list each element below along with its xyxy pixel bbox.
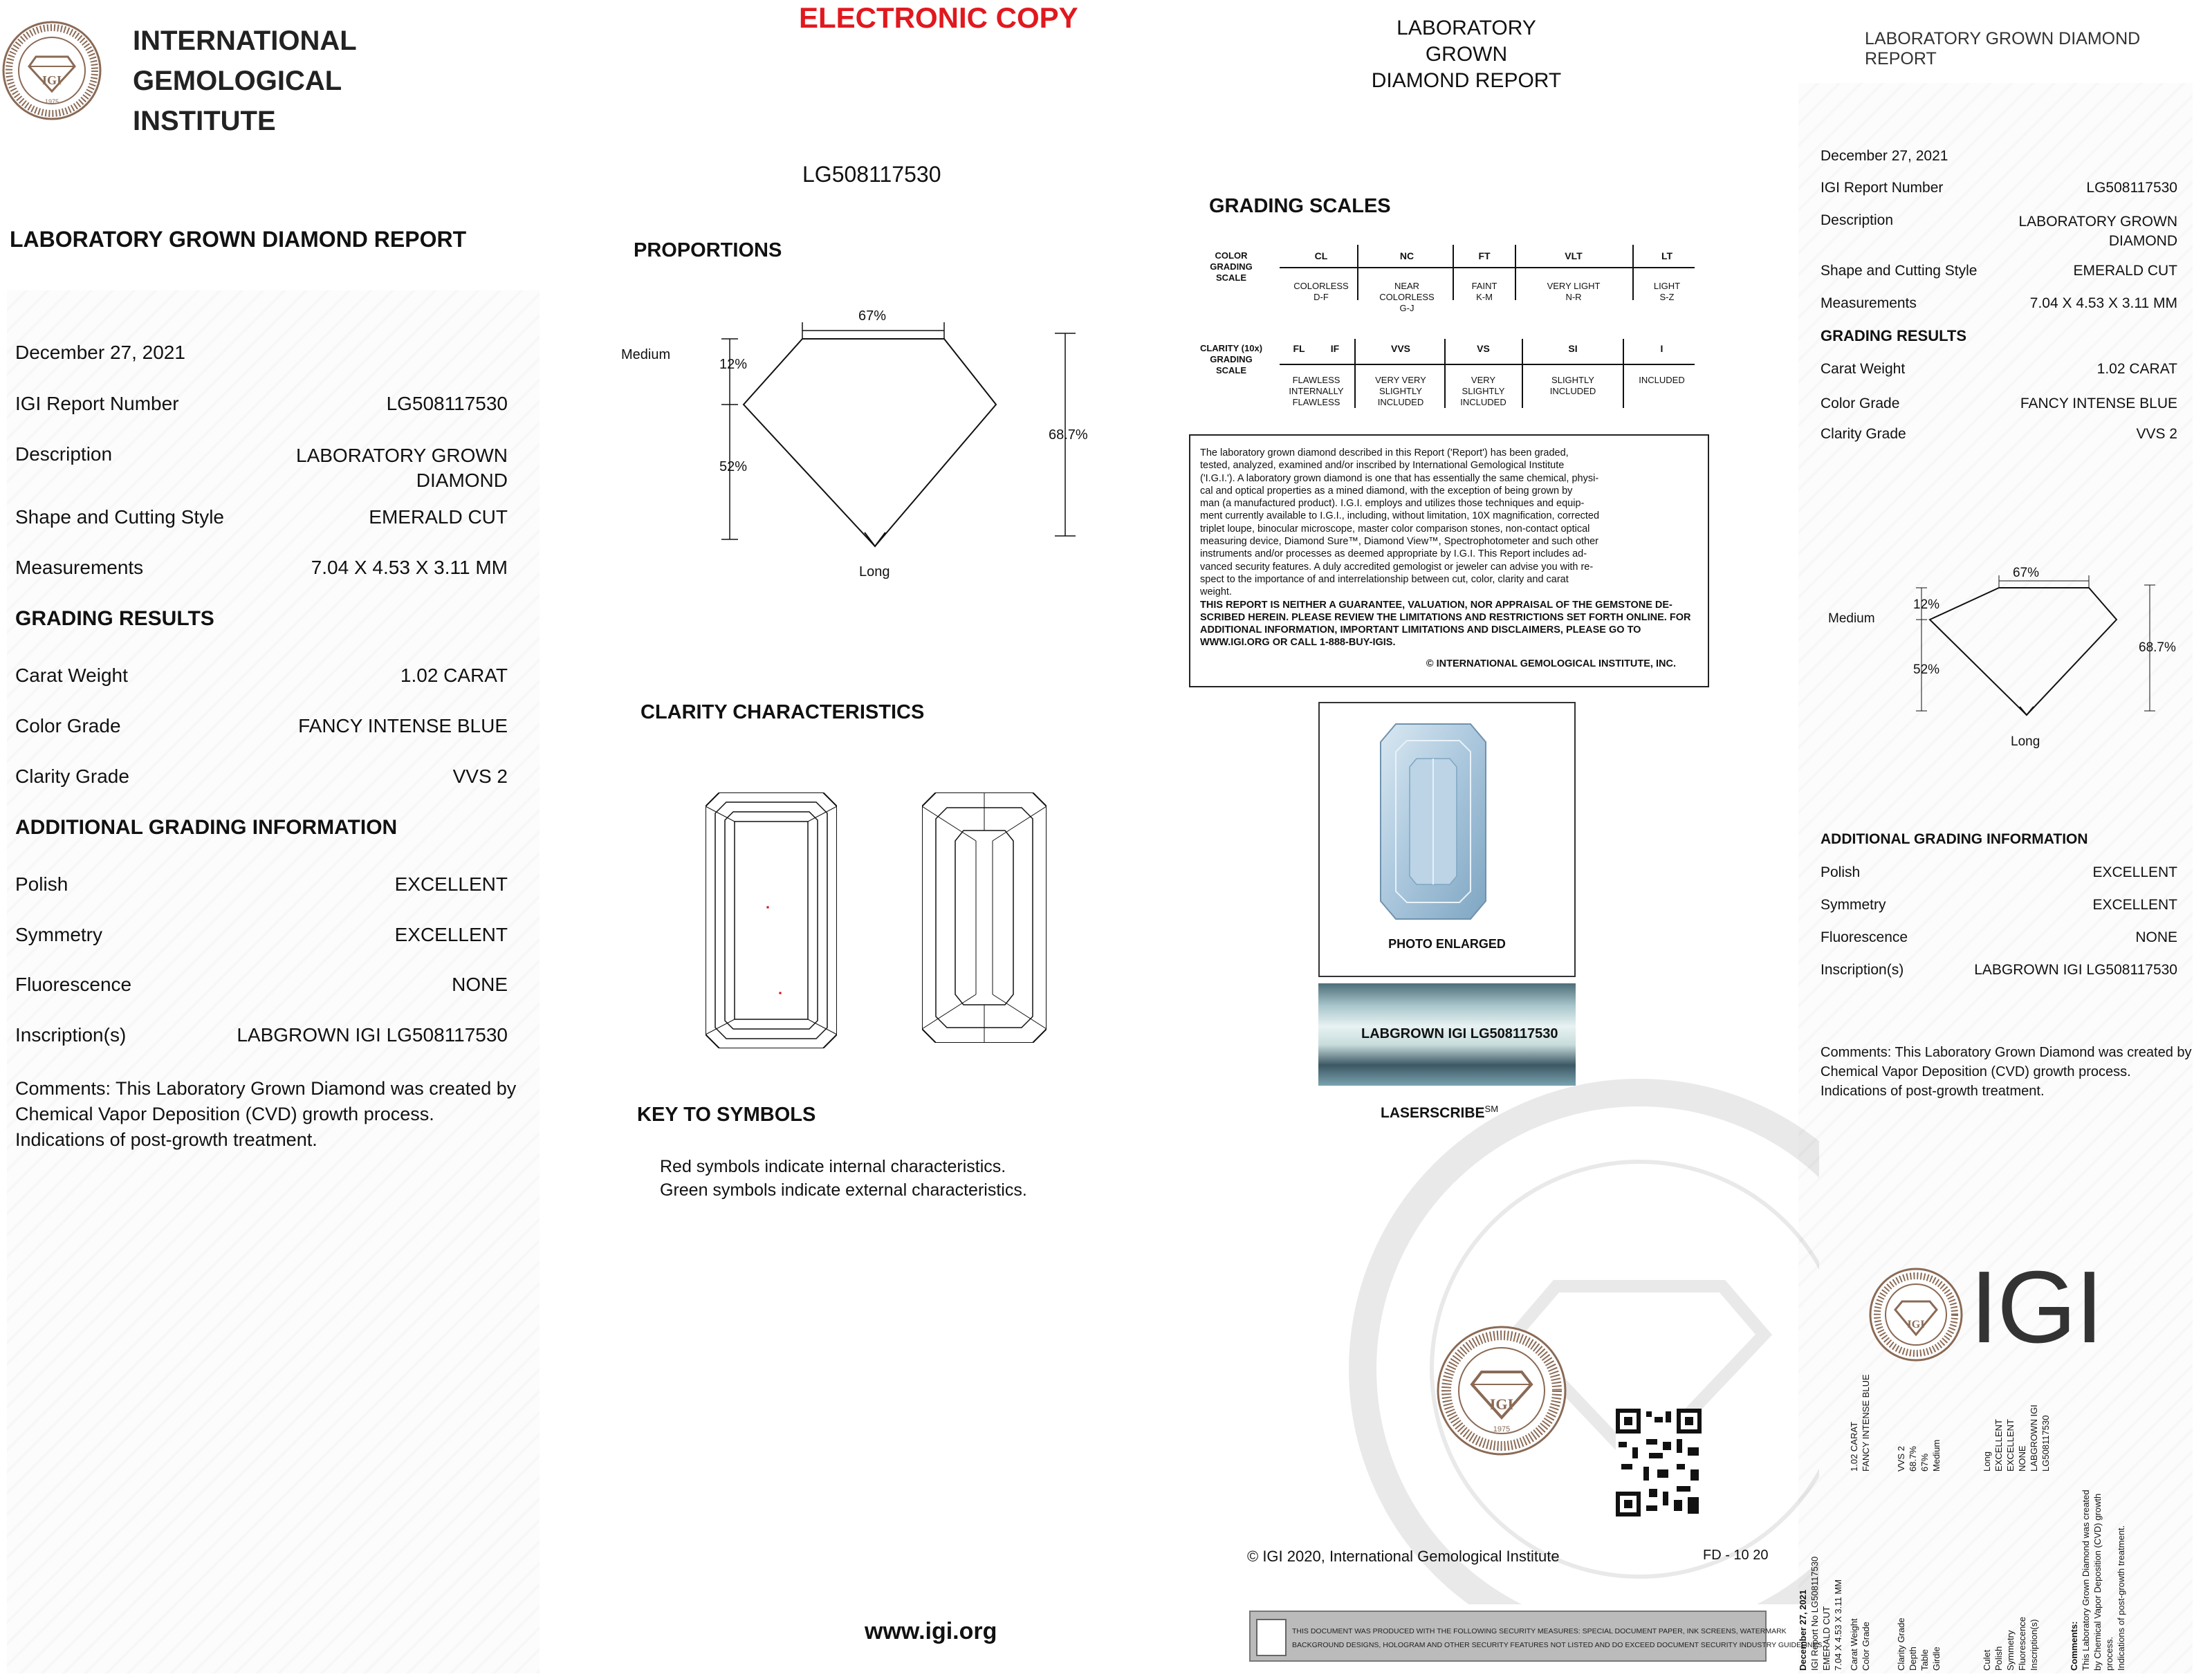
row-label: Clarity Grade bbox=[1821, 426, 1906, 442]
scale-divider bbox=[1453, 245, 1454, 300]
line: VERY bbox=[1471, 375, 1496, 385]
clarity-top-vvs: VVS bbox=[1390, 343, 1410, 354]
qr-code[interactable] bbox=[1616, 1408, 1702, 1517]
disclaimer-line: man (a manufactured product). I.G.I. employs and utilizes those techniques and equip- bbox=[1200, 498, 1585, 510]
laserscribe-word: LASERSCRIBE bbox=[1381, 1105, 1485, 1121]
center-title-line-1: LABORATORY GROWN bbox=[1397, 17, 1536, 66]
disclaimer-line: tested, analyzed, examined and/or inscribed by International Gemological Institute bbox=[1200, 460, 1565, 472]
grading-scales-heading: GRADING SCALES bbox=[1209, 195, 1391, 217]
row-value: 7.04 X 4.53 X 3.11 MM bbox=[2029, 295, 2177, 311]
table-pct-label: 67% bbox=[858, 308, 887, 324]
right-proportions-diagram bbox=[1888, 564, 2165, 730]
row-value: VVS 2 bbox=[2136, 426, 2177, 442]
color-top-cl: CL bbox=[1314, 250, 1328, 261]
stub-line: This Laboratory Grown Diamond was created bbox=[2081, 1490, 2091, 1671]
value-line-1: LABORATORY GROWN bbox=[296, 445, 508, 466]
disclaimer-bold bbox=[1200, 599, 1698, 649]
row-value: EXCELLENT bbox=[2092, 897, 2177, 913]
line: INCLUDED bbox=[1377, 397, 1424, 407]
line: INCLUDED bbox=[1460, 397, 1506, 407]
security-icon bbox=[1256, 1619, 1287, 1656]
pavilion-pct-label: 52% bbox=[719, 459, 748, 474]
disclaimer-box bbox=[1189, 434, 1709, 687]
line: SLIGHTLY bbox=[1379, 386, 1422, 396]
row-value: EMERALD CUT bbox=[2073, 263, 2177, 279]
electronic-copy-label: ELECTRONIC COPY bbox=[799, 1, 1078, 34]
disclaimer-line: spect to the importance of and interrelationship between cut, color, clarity and carat bbox=[1200, 573, 1569, 585]
laser-inscription-text: LABGROWN IGI LG508117530 bbox=[1361, 1026, 1558, 1041]
comment-line-2: Chemical Vapor Deposition (CVD) growth process. bbox=[1821, 1064, 2131, 1079]
color-top-vlt: VLT bbox=[1565, 250, 1583, 261]
row-value: LG508117530 bbox=[2086, 180, 2177, 196]
disclaimer-line: triplet loupe, binocular microscope, master color comparison stones, non-contact optical bbox=[1200, 523, 1590, 535]
row-value bbox=[2019, 212, 2178, 251]
key-heading: KEY TO SYMBOLS bbox=[637, 1104, 816, 1126]
clarity-scale-label bbox=[1190, 343, 1273, 376]
row-label: Measurements bbox=[15, 557, 144, 578]
security-line: BACKGROUND DESIGNS, HOLOGRAM AND OTHER SECURITY FEATURES NOT LISTED AND DO EXCEED DOCUMENT SECURITY INDUSTRY GUIDELINES. bbox=[1292, 1641, 1825, 1649]
row-label: Fluorescence bbox=[15, 974, 132, 995]
diamond-photo-frame bbox=[1318, 702, 1576, 977]
left-additional-heading: ADDITIONAL GRADING INFORMATION bbox=[15, 816, 398, 839]
value-line-1: LABORATORY GROWN bbox=[2018, 214, 2177, 230]
row-value: 1.02 CARAT bbox=[2096, 361, 2177, 377]
disclaimer-line: ('I.G.I.'). A laboratory grown diamond is one that has essentially the same chemical, physi- bbox=[1200, 472, 1599, 484]
line: NEAR bbox=[1394, 281, 1420, 291]
clarity-top-vs: VS bbox=[1477, 343, 1490, 354]
label-line: SCALE bbox=[1215, 272, 1247, 283]
stub-col2-values bbox=[1848, 1374, 1872, 1472]
disclaimer-line: weight. bbox=[1200, 586, 1232, 598]
right-grading-results-heading: GRADING RESULTS bbox=[1821, 327, 1967, 344]
row-value: 1.02 CARAT bbox=[400, 665, 508, 686]
scale-divider bbox=[1444, 339, 1446, 408]
diamond-photo bbox=[1320, 717, 1574, 925]
seal-year: 1975 bbox=[44, 98, 59, 105]
line: VERY LIGHT bbox=[1547, 281, 1601, 291]
scale-divider bbox=[1515, 245, 1516, 300]
right-pavilion-pct: 52% bbox=[1913, 662, 1940, 677]
igi-logo-seal bbox=[1868, 1263, 1964, 1366]
stub-line: IGI Report No LG508117530 bbox=[1809, 1556, 1820, 1671]
line: INCLUDED bbox=[1639, 375, 1685, 385]
row-value: NONE bbox=[452, 974, 508, 995]
stub-line: Clarity Grade bbox=[1896, 1617, 1906, 1671]
label-line: COLOR bbox=[1215, 250, 1248, 261]
stub-line: Table bbox=[1919, 1649, 1930, 1671]
label-line: GRADING bbox=[1210, 354, 1253, 364]
row-value: EXCELLENT bbox=[394, 924, 508, 945]
row-value: LABGROWN IGI LG508117530 bbox=[237, 1024, 508, 1046]
row-label: Carat Weight bbox=[15, 665, 128, 686]
form-code: FD - 10 20 bbox=[1703, 1548, 1769, 1563]
row-label: IGI Report Number bbox=[1821, 180, 1944, 196]
girdle-label: Medium bbox=[621, 347, 671, 362]
row-label: IGI Report Number bbox=[15, 393, 179, 414]
scale-rule bbox=[1280, 364, 1695, 365]
key-green: Green symbols indicate external characteristics. bbox=[660, 1180, 1027, 1200]
label-line: CLARITY (10x) bbox=[1199, 343, 1263, 353]
stub-col4-values bbox=[1981, 1404, 2052, 1472]
clarity-bottom-vvs bbox=[1359, 375, 1442, 408]
clarity-top-fl: FL bbox=[1293, 343, 1305, 354]
comment-line-1: Comments: This Laboratory Grown Diamond was created by bbox=[1821, 1045, 2192, 1060]
stub-line: Carat Weight bbox=[1849, 1618, 1859, 1671]
color-bottom-near bbox=[1363, 281, 1451, 314]
color-bottom-light bbox=[1636, 281, 1698, 303]
line: LIGHT bbox=[1653, 281, 1681, 291]
disclaimer-line: ment currently available to I.G.I., including, without limitation, 10X magnification, corrected bbox=[1200, 510, 1600, 522]
row-label: Polish bbox=[1821, 864, 1861, 880]
right-depth-pct: 68.7% bbox=[2139, 640, 2176, 655]
stub-line: December 27, 2021 bbox=[1798, 1589, 1808, 1671]
scale-divider bbox=[1357, 245, 1358, 300]
stub-line: 67% bbox=[1919, 1453, 1930, 1472]
color-scale bbox=[1190, 245, 1702, 314]
row-label: Inscription(s) bbox=[1821, 962, 1904, 978]
org-line-3: INSTITUTE bbox=[133, 106, 276, 136]
row-value: 7.04 X 4.53 X 3.11 MM bbox=[311, 557, 508, 578]
line: SLIGHTLY bbox=[1551, 375, 1594, 385]
stub-line: Culet bbox=[1982, 1649, 1992, 1671]
disclaimer-body bbox=[1200, 447, 1698, 599]
row-label: Description bbox=[1821, 212, 1894, 228]
proportions-heading: PROPORTIONS bbox=[634, 239, 782, 261]
disclaimer-line: The laboratory grown diamond described in this Report ('Report') has been graded, bbox=[1200, 447, 1569, 458]
stub-line: Medium bbox=[1931, 1439, 1942, 1472]
clarity-plot-crown bbox=[706, 792, 837, 1048]
row-label: Description bbox=[15, 443, 113, 465]
line: COLORLESS bbox=[1379, 292, 1435, 302]
depth-pct-label: 68.7% bbox=[1049, 427, 1088, 443]
stub-col1 bbox=[1797, 1557, 1844, 1671]
proportions-diagram bbox=[609, 297, 1107, 588]
scale-divider bbox=[1623, 339, 1624, 408]
line: COLORLESS bbox=[1293, 281, 1349, 291]
row-value bbox=[296, 443, 508, 493]
center-title bbox=[1356, 15, 1577, 94]
row-value: EMERALD CUT bbox=[369, 506, 508, 528]
stub-col3-labels bbox=[1895, 1617, 1942, 1671]
scale-divider bbox=[1632, 245, 1634, 300]
color-scale-label bbox=[1190, 250, 1273, 284]
color-top-ft: FT bbox=[1478, 250, 1491, 261]
row-label: Symmetry bbox=[1821, 897, 1886, 913]
website-link[interactable]: www.igi.org bbox=[865, 1618, 997, 1644]
row-label: Fluorescence bbox=[1821, 929, 1908, 945]
disclaimer-line: cal and optical properties as a mined diamond, with the exception of being grown by bbox=[1200, 485, 1573, 497]
right-culet: Long bbox=[2011, 734, 2040, 749]
seal-year: 1975 bbox=[1493, 1425, 1511, 1434]
right-crown-pct: 12% bbox=[1913, 597, 1940, 612]
right-girdle: Medium bbox=[1828, 611, 1875, 626]
seal-monogram: IGI bbox=[42, 73, 62, 87]
stub-line: NONE bbox=[2017, 1445, 2027, 1472]
line: VERY VERY bbox=[1375, 375, 1426, 385]
disclaimer-line: instruments and/or processes as deemed appropriate by I.G.I. This Report includes ad- bbox=[1200, 548, 1587, 560]
row-value: EXCELLENT bbox=[2092, 864, 2177, 880]
disclaimer-line: measuring device, Diamond Sure™, Diamond View™, Spectrophotometer and such other bbox=[1200, 536, 1598, 548]
color-bottom-colorless bbox=[1287, 281, 1356, 303]
org-line-2: GEMOLOGICAL bbox=[133, 66, 342, 96]
row-value: FANCY INTENSE BLUE bbox=[2020, 396, 2177, 411]
row-label: Polish bbox=[15, 873, 68, 895]
right-table-pct: 67% bbox=[2013, 566, 2040, 580]
key-lines bbox=[660, 1155, 1027, 1202]
culet-label: Long bbox=[859, 564, 890, 579]
row-value: LG508117530 bbox=[386, 393, 508, 414]
color-bottom-faint bbox=[1456, 281, 1513, 303]
row-value: LABGROWN IGI LG508117530 bbox=[1974, 962, 2177, 978]
footer-copyright: © IGI 2020, International Gemological Institute bbox=[1247, 1548, 1560, 1565]
row-label: Inscription(s) bbox=[15, 1024, 127, 1046]
scale-divider bbox=[1522, 339, 1523, 408]
igi-seal-bottom bbox=[1436, 1318, 1567, 1463]
line: K-M bbox=[1476, 292, 1493, 302]
stub-line: EXCELLENT bbox=[2005, 1419, 2016, 1472]
row-label: Color Grade bbox=[1821, 396, 1900, 411]
left-report-title: LABORATORY GROWN DIAMOND REPORT bbox=[10, 227, 467, 252]
disclaimer-bold-line: SCRIBED HEREIN. PLEASE REVIEW THE LIMITATIONS AND RESTRICTIONS SET FORTH ONLINE. FOR bbox=[1200, 611, 1691, 623]
row-label: Symmetry bbox=[15, 924, 102, 945]
clarity-bottom-fl bbox=[1280, 375, 1353, 408]
stub-line: FANCY INTENSE BLUE bbox=[1861, 1374, 1871, 1472]
clarity-bottom-i bbox=[1625, 375, 1698, 386]
label-line: SCALE bbox=[1215, 365, 1247, 375]
row-value: FANCY INTENSE BLUE bbox=[298, 715, 508, 736]
line: FAINT bbox=[1471, 281, 1497, 291]
comment-line-3: Indications of post-growth treatment. bbox=[15, 1129, 317, 1150]
report-number-top: LG508117530 bbox=[802, 162, 941, 187]
clarity-top-si: SI bbox=[1568, 343, 1578, 354]
stub-line: Fluorescence bbox=[2017, 1616, 2027, 1671]
disclaimer-bold-line: ADDITIONAL INFORMATION, IMPORTANT LIMITATIONS AND DISCLAIMERS, PLEASE GO TO bbox=[1200, 624, 1641, 636]
photo-caption: PHOTO ENLARGED bbox=[1388, 937, 1506, 951]
clarity-bottom-si bbox=[1525, 375, 1621, 397]
line: INCLUDED bbox=[1549, 386, 1596, 396]
row-label: Shape and Cutting Style bbox=[15, 506, 224, 528]
left-comments bbox=[15, 1076, 516, 1153]
stub-line: Symmetry bbox=[2005, 1630, 2016, 1671]
left-date: December 27, 2021 bbox=[15, 342, 185, 363]
center-title-line-2: DIAMOND REPORT bbox=[1371, 69, 1562, 92]
stub-line: LABGROWN IGI bbox=[2029, 1404, 2039, 1472]
org-name bbox=[133, 21, 357, 141]
right-date: December 27, 2021 bbox=[1821, 148, 1948, 164]
line: N-R bbox=[1565, 292, 1582, 302]
row-value: VVS 2 bbox=[452, 766, 508, 787]
stub-line: Depth bbox=[1908, 1646, 1918, 1671]
comment-line-1: Comments: This Laboratory Grown Diamond was created by bbox=[15, 1078, 517, 1099]
row-label: Shape and Cutting Style bbox=[1821, 263, 1978, 279]
right-comments bbox=[1821, 1043, 2192, 1101]
disclaimer-line: vanced security features. A duly accredited gemologist or jeweler can advise you with re- bbox=[1200, 561, 1594, 573]
left-grading-results-heading: GRADING RESULTS bbox=[15, 607, 214, 630]
line: INTERNALLY bbox=[1289, 386, 1344, 396]
stub-col4-labels bbox=[1981, 1617, 2040, 1671]
line: D-F bbox=[1314, 292, 1329, 302]
security-line: THIS DOCUMENT WAS PRODUCED WITH THE FOLLOWING SECURITY MEASURES: SPECIAL DOCUMENT PAPER, INK SCREENS, WATERMARK bbox=[1292, 1627, 1787, 1635]
row-value: NONE bbox=[2135, 929, 2177, 945]
stub-line: by Chemical Vapor Deposition (CVD) growth bbox=[2092, 1493, 2103, 1671]
stub-col3-values bbox=[1895, 1440, 1942, 1472]
value-line-2: DIAMOND bbox=[2108, 233, 2177, 249]
laserscribe-sup: SM bbox=[1484, 1104, 1499, 1114]
color-top-lt: LT bbox=[1661, 250, 1673, 261]
color-bottom-verylight bbox=[1518, 281, 1629, 303]
stub-line: VVS 2 bbox=[1896, 1446, 1906, 1472]
security-text bbox=[1292, 1624, 1824, 1652]
row-label: Measurements bbox=[1821, 295, 1917, 311]
row-label: Carat Weight bbox=[1821, 361, 1906, 377]
seal-monogram: IGI bbox=[1907, 1319, 1925, 1330]
stub-line: Color Grade bbox=[1861, 1622, 1871, 1671]
igi-seal-top-left bbox=[0, 7, 104, 131]
stub-line: Long bbox=[1982, 1451, 1992, 1472]
line: S-Z bbox=[1659, 292, 1675, 302]
stub-col2-labels bbox=[1848, 1618, 1872, 1671]
clarity-scale bbox=[1190, 339, 1702, 415]
key-red: Red symbols indicate internal characteristics. bbox=[660, 1157, 1006, 1176]
line: FLAWLESS bbox=[1292, 375, 1340, 385]
stub-line: EMERALD CUT bbox=[1821, 1606, 1832, 1671]
label-line: GRADING bbox=[1210, 261, 1253, 272]
comment-line-2: Chemical Vapor Deposition (CVD) growth process. bbox=[15, 1104, 434, 1124]
row-label: Color Grade bbox=[15, 715, 121, 736]
disclaimer-copyright: © INTERNATIONAL GEMOLOGICAL INSTITUTE, INC. bbox=[1426, 658, 1676, 669]
line: SLIGHTLY bbox=[1462, 386, 1505, 396]
crown-pct-label: 12% bbox=[719, 357, 748, 372]
stub-line: LG508117530 bbox=[2040, 1415, 2051, 1472]
clarity-top-i: I bbox=[1660, 343, 1663, 354]
right-additional-heading: ADDITIONAL GRADING INFORMATION bbox=[1821, 831, 2088, 847]
clarity-heading: CLARITY CHARACTERISTICS bbox=[640, 701, 925, 723]
comment-line-3: Indications of post-growth treatment. bbox=[1821, 1084, 2045, 1099]
stub-line: Indications of post-growth treatment. bbox=[2116, 1525, 2126, 1671]
stub-line: 7.04 X 4.53 X 3.11 MM bbox=[1833, 1579, 1843, 1671]
clarity-top-if: IF bbox=[1330, 343, 1340, 354]
stub-line: EXCELLENT bbox=[1993, 1419, 2004, 1472]
row-label: Clarity Grade bbox=[15, 766, 129, 787]
line: G-J bbox=[1399, 303, 1414, 313]
stub-line: process. bbox=[2104, 1636, 2114, 1671]
clarity-bottom-vs bbox=[1447, 375, 1520, 408]
row-value: EXCELLENT bbox=[394, 873, 508, 895]
seal-monogram: IGI bbox=[1489, 1395, 1514, 1413]
value-line-2: DIAMOND bbox=[416, 470, 508, 491]
igi-logo-text: IGI bbox=[1970, 1250, 2103, 1364]
right-title: LABORATORY GROWN DIAMOND REPORT bbox=[1865, 29, 2141, 68]
background-seal-watermark bbox=[1349, 1079, 1819, 1604]
org-line-1: INTERNATIONAL bbox=[133, 26, 357, 56]
line: FLAWLESS bbox=[1292, 397, 1340, 407]
disclaimer-bold-line: WWW.IGI.ORG OR CALL 1-888-BUY-IGIS. bbox=[1200, 637, 1396, 649]
clarity-plot-pavilion bbox=[922, 792, 1047, 1043]
laserscribe-image bbox=[1318, 983, 1576, 1086]
stub-line: Polish bbox=[1993, 1646, 2004, 1671]
stub-line: Comments: bbox=[2069, 1621, 2079, 1671]
stub-line: Inscription(s) bbox=[2029, 1619, 2039, 1671]
disclaimer-bold-line: THIS REPORT IS NEITHER A GUARANTEE, VALUATION, NOR APPRAISAL OF THE GEMSTONE DE- bbox=[1200, 599, 1672, 611]
stub-col5 bbox=[2068, 1490, 2127, 1671]
color-top-nc: NC bbox=[1399, 250, 1414, 261]
stub-line: 68.7% bbox=[1908, 1446, 1918, 1472]
stub-line: Girdle bbox=[1931, 1646, 1942, 1671]
stub-line: 1.02 CARAT bbox=[1849, 1421, 1859, 1472]
